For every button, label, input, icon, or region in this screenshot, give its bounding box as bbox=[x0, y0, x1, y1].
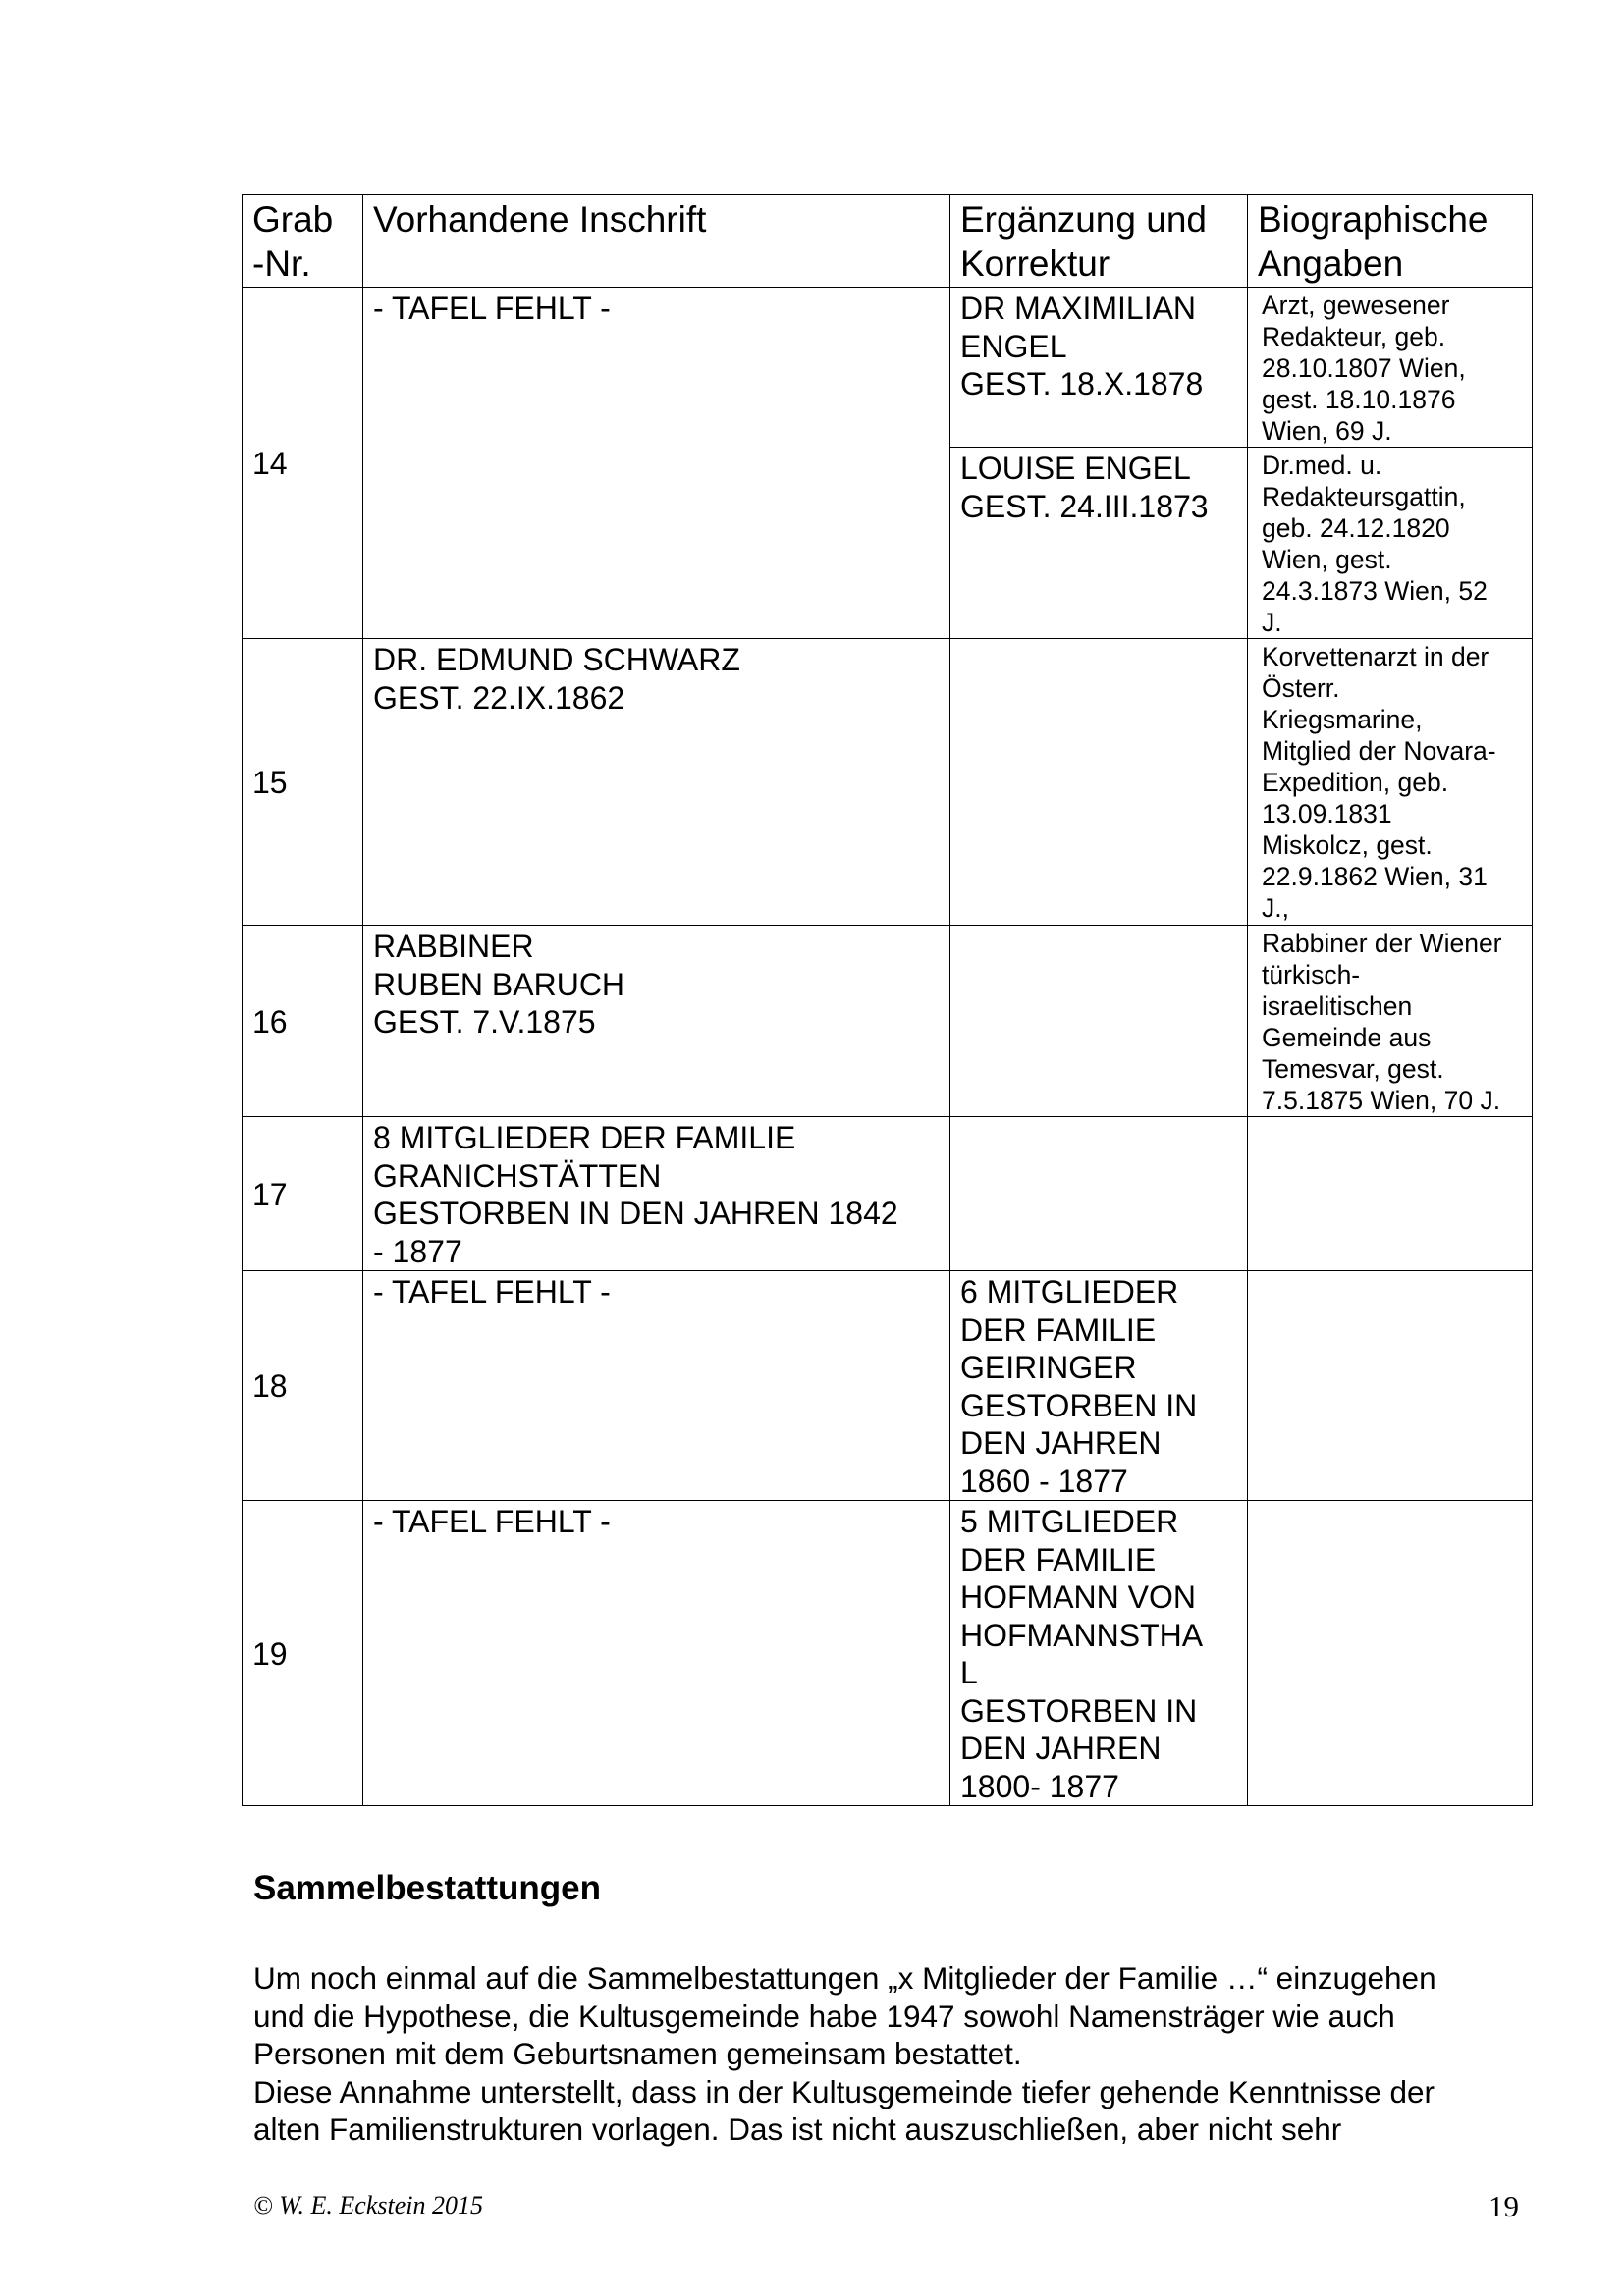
table-row bbox=[243, 1117, 1533, 1271]
biographie-cell: Dr.med. u. Redakteursgattin, geb. 24.12.1820 Wien, gest. 24.3.1873 Wien, 52 J. bbox=[1248, 448, 1533, 639]
table-row bbox=[243, 926, 1533, 1117]
table-row bbox=[243, 1271, 1533, 1501]
ergaenzung-cell: 6 MITGLIEDER DER FAMILIE GEIRINGER GESTORBEN IN DEN JAHREN 1860 - 1877 bbox=[950, 1271, 1248, 1501]
inschrift-cell: RABBINER RUBEN BARUCH GEST. 7.V.1875 bbox=[363, 926, 950, 1117]
table-header-row bbox=[243, 195, 1533, 288]
grab-nr-cell: 15 bbox=[243, 639, 363, 926]
ergaenzung-cell bbox=[950, 926, 1248, 1117]
inschrift-cell: 8 MITGLIEDER DER FAMILIE GRANICHSTÄTTEN GESTORBEN IN DEN JAHREN 1842 - 1877 bbox=[363, 1117, 950, 1271]
grab-nr-cell: 14 bbox=[243, 288, 363, 639]
inschrift-cell: - TAFEL FEHLT - bbox=[363, 288, 950, 639]
ergaenzung-cell: 5 MITGLIEDER DER FAMILIE HOFMANN VON HOFMANNSTHA L GESTORBEN IN DEN JAHREN 1800- 1877 bbox=[950, 1501, 1248, 1806]
header-ergaenzung: Ergänzung und Korrektur bbox=[950, 195, 1248, 288]
grave-table bbox=[242, 194, 1533, 1806]
ergaenzung-cell: LOUISE ENGEL GEST. 24.III.1873 bbox=[950, 448, 1248, 639]
grab-nr-cell: 17 bbox=[243, 1117, 363, 1271]
biographie-cell: Korvettenarzt in der Österr. Kriegsmarine, Mitglied der Novara- Expedition, geb. 13.09.1831 Miskolcz, gest. 22.9.1862 Wien, 31 J., bbox=[1248, 639, 1533, 926]
grab-nr-cell: 16 bbox=[243, 926, 363, 1117]
biographie-cell bbox=[1248, 1117, 1533, 1271]
ergaenzung-cell bbox=[950, 639, 1248, 926]
section-paragraph: Um noch einmal auf die Sammelbestattungen „x Mitglieder der Familie …“ einzugehen und die Hypothese, die Kultusgemeinde habe 1947 sowohl Namensträger wie auch Personen mit dem Geburtsnamen gemeinsam bestattet. Diese Annahme unterstellt, dass in der Kultusgemeinde tiefer gehende Kenntnisse der alten Familienstrukturen vorlagen. Das ist nicht auszuschließen, aber nicht sehr bbox=[253, 1960, 1436, 2147]
inschrift-cell: - TAFEL FEHLT - bbox=[363, 1271, 950, 1501]
grab-nr-cell: 19 bbox=[243, 1501, 363, 1806]
biographie-cell bbox=[1248, 1501, 1533, 1806]
section-heading: Sammelbestattungen bbox=[253, 1869, 601, 1907]
ergaenzung-cell bbox=[950, 1117, 1248, 1271]
grab-nr-cell: 18 bbox=[243, 1271, 363, 1501]
table-row bbox=[243, 1501, 1533, 1806]
table-row bbox=[243, 639, 1533, 926]
biographie-cell bbox=[1248, 1271, 1533, 1501]
table-row bbox=[243, 288, 1533, 448]
ergaenzung-cell: DR MAXIMILIAN ENGEL GEST. 18.X.1878 bbox=[950, 288, 1248, 448]
header-inschrift: Vorhandene Inschrift bbox=[363, 195, 950, 288]
header-grab-nr: Grab -Nr. bbox=[243, 195, 363, 288]
inschrift-cell: - TAFEL FEHLT - bbox=[363, 1501, 950, 1806]
page-number: 19 bbox=[1489, 2189, 1519, 2223]
footer-copyright: © W. E. Eckstein 2015 bbox=[253, 2191, 483, 2219]
header-biographie: Biographische Angaben bbox=[1248, 195, 1533, 288]
biographie-cell: Rabbiner der Wiener türkisch- israelitischen Gemeinde aus Temesvar, gest. 7.5.1875 Wien, 70 J. bbox=[1248, 926, 1533, 1117]
inschrift-cell: DR. EDMUND SCHWARZ GEST. 22.IX.1862 bbox=[363, 639, 950, 926]
biographie-cell: Arzt, gewesener Redakteur, geb. 28.10.1807 Wien, gest. 18.10.1876 Wien, 69 J. bbox=[1248, 288, 1533, 448]
